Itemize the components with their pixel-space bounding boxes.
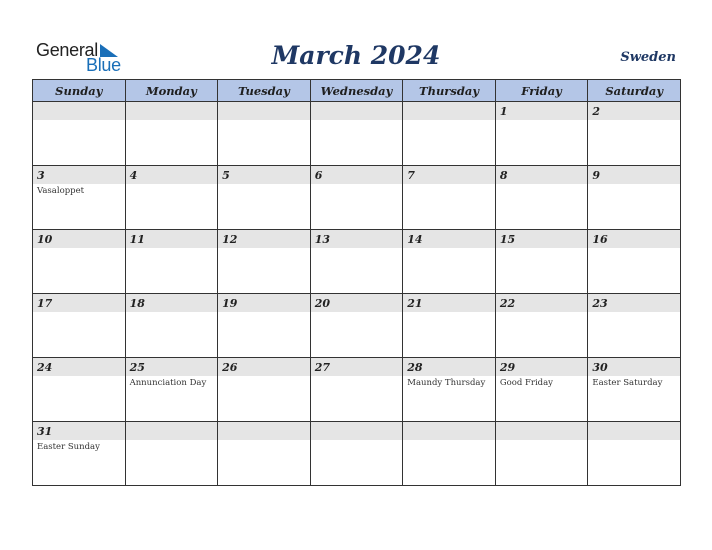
day-cell bbox=[495, 294, 588, 358]
day-number: 27 bbox=[311, 358, 403, 376]
holiday-label bbox=[588, 248, 680, 250]
day-number: 21 bbox=[403, 294, 495, 312]
calendar-grid bbox=[32, 79, 681, 486]
day-number: 25 bbox=[126, 358, 218, 376]
day-number bbox=[218, 422, 310, 440]
day-cell bbox=[33, 294, 126, 358]
day-cell bbox=[495, 102, 588, 166]
day-cell bbox=[125, 358, 218, 422]
holiday-label bbox=[33, 248, 125, 250]
day-cell bbox=[218, 230, 311, 294]
holiday-label bbox=[311, 376, 403, 378]
day-number: 23 bbox=[588, 294, 680, 312]
holiday-label bbox=[403, 248, 495, 250]
holiday-label bbox=[588, 120, 680, 122]
day-cell bbox=[310, 166, 403, 230]
day-number: 14 bbox=[403, 230, 495, 248]
weekday-header: Wednesday bbox=[310, 80, 403, 102]
day-cell bbox=[588, 358, 681, 422]
holiday-label bbox=[588, 312, 680, 314]
day-cell bbox=[403, 102, 496, 166]
holiday-label bbox=[218, 440, 310, 442]
day-cell bbox=[403, 166, 496, 230]
day-cell bbox=[495, 358, 588, 422]
day-cell bbox=[310, 358, 403, 422]
day-cell bbox=[125, 102, 218, 166]
day-cell bbox=[218, 422, 311, 486]
day-number: 28 bbox=[403, 358, 495, 376]
holiday-label bbox=[218, 312, 310, 314]
week-row bbox=[33, 294, 681, 358]
weekday-header: Tuesday bbox=[218, 80, 311, 102]
day-number: 1 bbox=[496, 102, 588, 120]
day-cell bbox=[125, 294, 218, 358]
holiday-label bbox=[403, 184, 495, 186]
day-cell bbox=[218, 102, 311, 166]
day-number: 26 bbox=[218, 358, 310, 376]
holiday-label bbox=[311, 184, 403, 186]
holiday-label bbox=[588, 440, 680, 442]
day-number: 2 bbox=[588, 102, 680, 120]
day-cell bbox=[33, 422, 126, 486]
holiday-label bbox=[218, 376, 310, 378]
day-number: 24 bbox=[33, 358, 125, 376]
holiday-label: Vasaloppet bbox=[37, 186, 85, 196]
holiday-label: Good Friday bbox=[499, 378, 553, 388]
day-number bbox=[403, 422, 495, 440]
holiday-label bbox=[496, 120, 588, 122]
day-cell bbox=[403, 294, 496, 358]
day-cell bbox=[33, 166, 126, 230]
holiday-label bbox=[588, 184, 680, 186]
weekday-header: Friday bbox=[495, 80, 588, 102]
day-cell bbox=[403, 358, 496, 422]
country-label: Sweden bbox=[620, 50, 676, 65]
holiday-label bbox=[403, 440, 495, 442]
day-number: 11 bbox=[126, 230, 218, 248]
weekday-header: Thursday bbox=[403, 80, 496, 102]
day-number: 16 bbox=[588, 230, 680, 248]
week-row bbox=[33, 166, 681, 230]
day-cell bbox=[310, 422, 403, 486]
day-cell bbox=[125, 166, 218, 230]
holiday-label bbox=[126, 312, 218, 314]
holiday-label bbox=[126, 184, 218, 186]
holiday-label bbox=[218, 184, 310, 186]
holiday-label bbox=[218, 248, 310, 250]
logo-blue-text: Blue bbox=[86, 55, 121, 75]
logo-general-text: General bbox=[36, 40, 98, 60]
day-cell bbox=[218, 294, 311, 358]
weekday-header: Monday bbox=[125, 80, 218, 102]
week-row bbox=[33, 230, 681, 294]
week-row bbox=[33, 358, 681, 422]
day-number: 3 bbox=[33, 166, 125, 184]
week-row bbox=[33, 422, 681, 486]
holiday-label: Easter Sunday bbox=[37, 442, 100, 452]
day-cell bbox=[588, 422, 681, 486]
day-number bbox=[126, 422, 218, 440]
day-cell bbox=[495, 166, 588, 230]
day-cell bbox=[310, 102, 403, 166]
holiday-label bbox=[403, 312, 495, 314]
holiday-label: Maundy Thursday bbox=[407, 378, 486, 388]
day-number: 22 bbox=[496, 294, 588, 312]
day-number: 4 bbox=[126, 166, 218, 184]
day-cell bbox=[588, 102, 681, 166]
day-cell bbox=[310, 294, 403, 358]
day-number: 30 bbox=[588, 358, 680, 376]
weekday-header-row bbox=[33, 80, 681, 102]
day-number: 20 bbox=[311, 294, 403, 312]
day-cell bbox=[403, 230, 496, 294]
day-number: 19 bbox=[218, 294, 310, 312]
holiday-label bbox=[311, 120, 403, 122]
day-number: 18 bbox=[126, 294, 218, 312]
holiday-label bbox=[126, 248, 218, 250]
day-cell bbox=[33, 102, 126, 166]
calendar-title: March 2024 bbox=[271, 41, 441, 70]
holiday-label bbox=[311, 248, 403, 250]
holiday-label: Annunciation Day bbox=[129, 378, 207, 388]
day-cell bbox=[218, 166, 311, 230]
day-number bbox=[311, 102, 403, 120]
day-number: 17 bbox=[33, 294, 125, 312]
day-number: 8 bbox=[496, 166, 588, 184]
day-cell bbox=[495, 230, 588, 294]
day-cell bbox=[588, 166, 681, 230]
weekday-header: Saturday bbox=[588, 80, 681, 102]
day-number bbox=[218, 102, 310, 120]
day-number: 13 bbox=[311, 230, 403, 248]
day-cell bbox=[125, 422, 218, 486]
holiday-label bbox=[33, 312, 125, 314]
day-number bbox=[588, 422, 680, 440]
day-number bbox=[311, 422, 403, 440]
day-cell bbox=[403, 422, 496, 486]
day-number: 9 bbox=[588, 166, 680, 184]
holiday-label bbox=[218, 120, 310, 122]
day-number: 6 bbox=[311, 166, 403, 184]
holiday-label bbox=[33, 376, 125, 378]
day-cell bbox=[310, 230, 403, 294]
day-number bbox=[33, 102, 125, 120]
holiday-label bbox=[126, 440, 218, 442]
week-row bbox=[33, 102, 681, 166]
holiday-label bbox=[496, 184, 588, 186]
day-number: 15 bbox=[496, 230, 588, 248]
day-cell bbox=[125, 230, 218, 294]
day-cell bbox=[495, 422, 588, 486]
holiday-label bbox=[496, 312, 588, 314]
day-cell bbox=[33, 358, 126, 422]
day-number: 10 bbox=[33, 230, 125, 248]
holiday-label: Easter Saturday bbox=[592, 378, 663, 388]
day-cell bbox=[588, 230, 681, 294]
day-number: 12 bbox=[218, 230, 310, 248]
day-number: 31 bbox=[33, 422, 125, 440]
day-cell bbox=[588, 294, 681, 358]
holiday-label bbox=[496, 440, 588, 442]
day-number: 29 bbox=[496, 358, 588, 376]
day-number: 5 bbox=[218, 166, 310, 184]
holiday-label bbox=[126, 120, 218, 122]
day-number bbox=[403, 102, 495, 120]
holiday-label bbox=[311, 440, 403, 442]
day-number bbox=[126, 102, 218, 120]
holiday-label bbox=[311, 312, 403, 314]
day-number: 7 bbox=[403, 166, 495, 184]
day-cell bbox=[33, 230, 126, 294]
weekday-header: Sunday bbox=[33, 80, 126, 102]
holiday-label bbox=[403, 120, 495, 122]
holiday-label bbox=[496, 248, 588, 250]
day-cell bbox=[218, 358, 311, 422]
holiday-label bbox=[33, 120, 125, 122]
day-number bbox=[496, 422, 588, 440]
